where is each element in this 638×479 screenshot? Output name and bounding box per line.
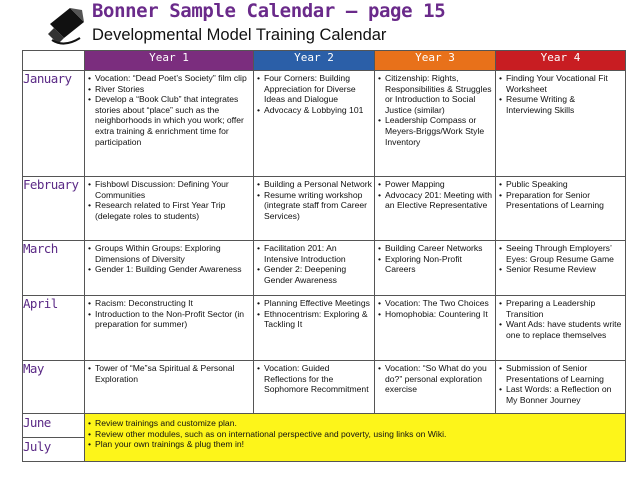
list-item: • River Stories (88, 84, 251, 95)
list-item: • Introduction to the Non-Profit Sector (in preparation for summer) (88, 309, 251, 330)
year-3-header: Year 3 (375, 51, 496, 71)
bullet-list (85, 414, 625, 452)
cell-may-year1 (85, 361, 254, 414)
list-item: • Last Words: a Reflection on My Bonner Journey (499, 384, 623, 405)
year-4-header: Year 4 (496, 51, 626, 71)
table-row (23, 414, 626, 438)
cell-mar-year2 (254, 241, 375, 296)
cell-apr-year3 (375, 296, 496, 361)
list-item: • Public Speaking (499, 179, 623, 190)
bullet-list (85, 361, 253, 386)
bullet-list (496, 177, 625, 213)
list-item: • Ethnocentrism: Exploring & Tackling It (257, 309, 372, 330)
bullet-list (85, 241, 253, 277)
list-item: • Gender 1: Building Gender Awareness (88, 264, 251, 275)
bullet-list (254, 296, 374, 332)
cell-jan-year3 (375, 71, 496, 177)
list-item: • Finding Your Vocational Fit Worksheet (499, 73, 623, 94)
list-item: • Review trainings and customize plan. (88, 418, 623, 429)
bullet-list (375, 296, 495, 321)
list-item: • Facilitation 201: An Intensive Introduction (257, 243, 372, 264)
training-calendar-table (22, 50, 626, 462)
cell-feb-year3 (375, 177, 496, 241)
month-label-march: March (23, 241, 85, 296)
list-item: • Resume Writing & Interviewing Skills (499, 94, 623, 115)
cell-apr-year1 (85, 296, 254, 361)
list-item: • Building a Personal Network (257, 179, 372, 190)
list-item: • Advocacy & Lobbying 101 (257, 105, 372, 116)
cell-mar-year3 (375, 241, 496, 296)
cell-feb-year1 (85, 177, 254, 241)
cell-apr-year2 (254, 296, 375, 361)
table-row (23, 361, 626, 414)
bullet-list (85, 296, 253, 332)
list-item: • Building Career Networks (378, 243, 493, 254)
list-item: • Racism: Deconstructing It (88, 298, 251, 309)
page-subtitle: Developmental Model Training Calendar (92, 26, 387, 44)
bullet-list (85, 71, 253, 149)
list-item: • Homophobia: Countering It (378, 309, 493, 320)
cell-may-year2 (254, 361, 375, 414)
list-item: • Gender 2: Deepening Gender Awareness (257, 264, 372, 285)
bullet-list (375, 361, 495, 397)
bullet-list (496, 296, 625, 342)
month-label-july: July (23, 438, 85, 462)
cell-jan-year2 (254, 71, 375, 177)
table-row (23, 177, 626, 241)
year-1-header: Year 1 (85, 51, 254, 71)
list-item: • Tower of “Me”sa Spiritual & Personal Exploration (88, 363, 251, 384)
bullet-list (496, 71, 625, 117)
list-item: • Develop a “Book Club” that integrates stories about “place” such as the neighborhoods in which you work; offer extra training & enrichment time for participation (88, 94, 251, 147)
bonner-logo-icon (44, 4, 88, 48)
bullet-list (496, 241, 625, 277)
list-item: • Preparing a Leadership Transition (499, 298, 623, 319)
cell-apr-year4 (496, 296, 626, 361)
cell-mar-year1 (85, 241, 254, 296)
year-2-header: Year 2 (254, 51, 375, 71)
list-item: • Groups Within Groups: Exploring Dimensions of Diversity (88, 243, 251, 264)
list-item: • Advocacy 201: Meeting with an Elective Representative (378, 190, 493, 211)
bullet-list (375, 71, 495, 149)
month-label-april: April (23, 296, 85, 361)
bullet-list (254, 241, 374, 287)
list-item: • Vocation: “So What do you do?” personal exploration exercise (378, 363, 493, 395)
list-item: • Leadership Compass or Meyers-Briggs/Work Style Inventory (378, 115, 493, 147)
table-row (23, 296, 626, 361)
list-item: • Plan your own trainings & plug them in! (88, 439, 623, 450)
bullet-list (375, 177, 495, 213)
list-item: • Want Ads: have students write one to replace themselves (499, 319, 623, 340)
list-item: • Fishbowl Discussion: Defining Your Communities (88, 179, 251, 200)
cell-may-year4 (496, 361, 626, 414)
list-item: • Review other modules, such as on international perspective and poverty, using links on Wiki. (88, 429, 623, 440)
list-item: • Preparation for Senior Presentations of Learning (499, 190, 623, 211)
corner-cell (23, 51, 85, 71)
list-item: • Vocation: “Dead Poet’s Society” film clip (88, 73, 251, 84)
bullet-list (375, 241, 495, 277)
cell-jan-year4 (496, 71, 626, 177)
table-row (23, 71, 626, 177)
bullet-list (496, 361, 625, 407)
month-label-february: February (23, 177, 85, 241)
list-item: • Exploring Non-Profit Careers (378, 254, 493, 275)
bullet-list (254, 361, 374, 397)
cell-summer-plan (85, 414, 626, 462)
list-item: • Research related to First Year Trip (delegate roles to students) (88, 200, 251, 221)
list-item: • Vocation: Guided Reflections for the Sophomore Recommitment (257, 363, 372, 395)
list-item: • Power Mapping (378, 179, 493, 190)
table-row (23, 241, 626, 296)
bullet-list (85, 177, 253, 223)
cell-feb-year2 (254, 177, 375, 241)
list-item: • Citizenship: Rights, Responsibilities & Struggles or Introduction to Social Justice (similar) (378, 73, 493, 115)
list-item: • Four Corners: Building Appreciation for Diverse Ideas and Dialogue (257, 73, 372, 105)
cell-may-year3 (375, 361, 496, 414)
page-title: Bonner Sample Calendar – page 15 (92, 0, 446, 22)
bullet-list (254, 71, 374, 117)
list-item: • Planning Effective Meetings (257, 298, 372, 309)
cell-jan-year1 (85, 71, 254, 177)
cell-mar-year4 (496, 241, 626, 296)
year-header-row (23, 51, 626, 71)
month-label-january: January (23, 71, 85, 177)
bullet-list (254, 177, 374, 223)
cell-feb-year4 (496, 177, 626, 241)
month-label-may: May (23, 361, 85, 414)
list-item: • Senior Resume Review (499, 264, 623, 275)
month-label-june: June (23, 414, 85, 438)
list-item: • Resume writing workshop (integrate staff from Career Services) (257, 190, 372, 222)
list-item: • Vocation: The Two Choices (378, 298, 493, 309)
list-item: • Submission of Senior Presentations of Learning (499, 363, 623, 384)
list-item: • Seeing Through Employers’ Eyes: Group Resume Game (499, 243, 623, 264)
